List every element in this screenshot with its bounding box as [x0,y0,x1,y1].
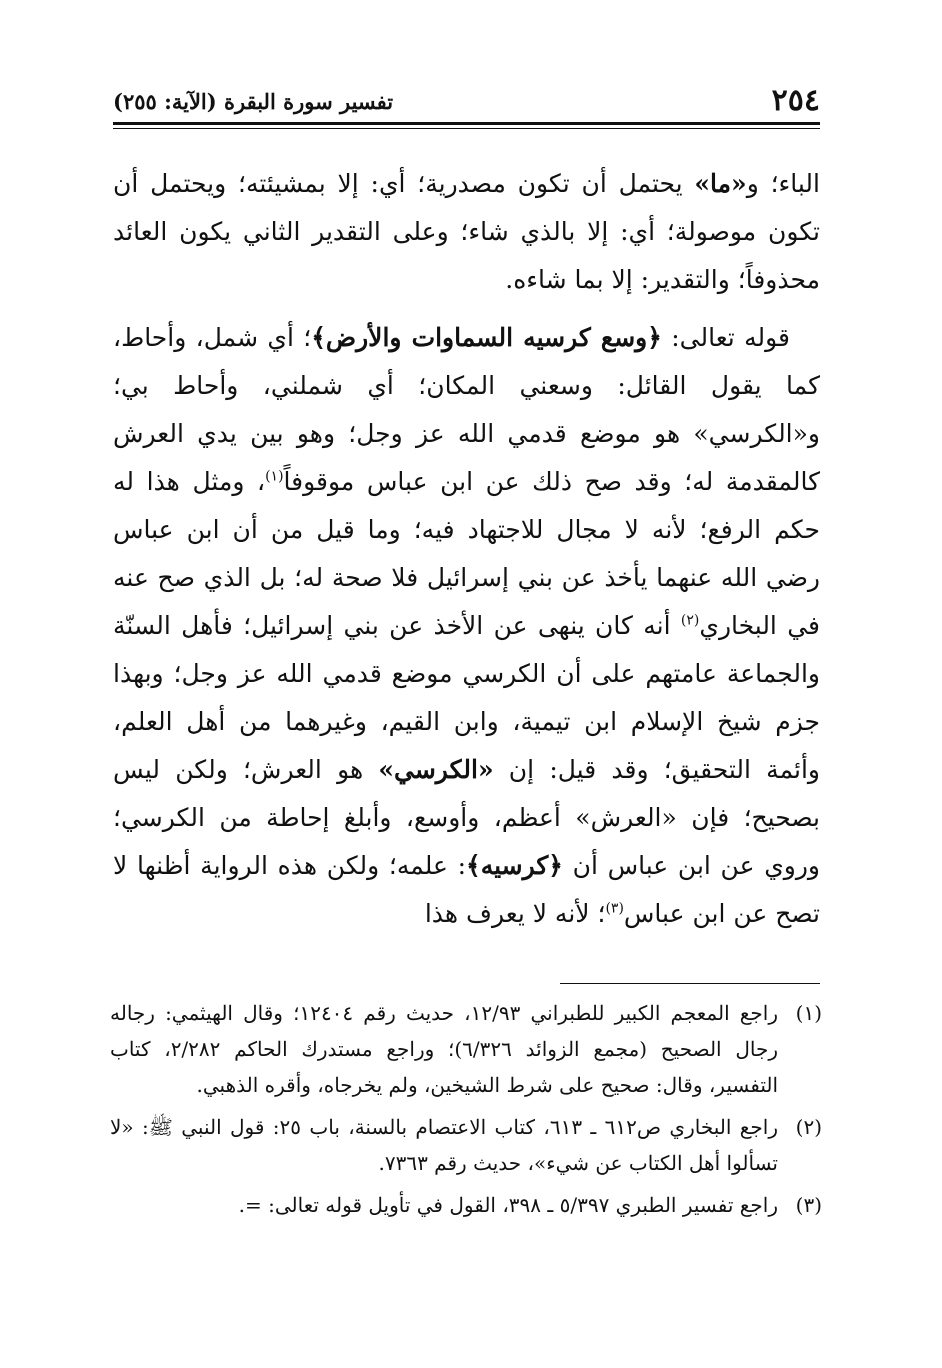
quran-verse: ﴿وسع كرسيه السماوات والأرض﴾ [311,323,662,352]
header-rule-thin [113,128,820,129]
footnote-text: راجع المعجم الكبير للطبراني ١٢/٩٣، حديث رقم ١٢٤٠٤؛ وقال الهيثمي: رجاله رجال الصحيح (مجمع الزوائد ٦/٣٢٦)؛ وراجع مستدرك الحاكم ٢/٢٨٢، كتاب التفسير، وقال: صحيح على شرط الشيخين، ولم يخرجاه، وأقره الذهبي. [110,1001,778,1097]
quran-word-kursiyyuhu: ﴿كرسيه﴾ [466,851,563,880]
text-run: ؛ أي شمل، وأحاط، كما يقول القائل: وسعني المكان؛ أي شملني، وأحاط بي؛ و«الكرسي» هو موضع قدمي الله عز وجل؛ وهو بين يدي العرش كالمقدمة له؛ وقد صح ذلك عن ابن عباس موقوفاً [113,323,820,496]
footnote-ref-3[interactable]: (٣) [605,900,624,917]
text-run: هو العرش؛ ولكن ليس بصحيح؛ فإن «العرش» أعظم، وأوسع، وأبلغ إحاطة من الكرسي؛ وروي عن ابن عباس أن [113,755,820,880]
text-run: يحتمل أن تكون مصدرية؛ أي: إلا بمشيئته؛ ويحتمل أن تكون موصولة؛ أي: إلا بالذي شاء؛ وعلى التقدير الثاني يكون العائد محذوفاً؛ والتقدير: إلا بما شاءه. [113,169,820,294]
footnote-separator [560,983,820,984]
footnote-ref-2[interactable]: (٢) [680,612,700,629]
bold-term-kursi: «الكرسي» [378,755,494,784]
footnote-number: (٢) [795,1115,822,1139]
footnote-3 [110,1187,822,1223]
paragraph-2 [113,314,820,938]
page-number: ٢٥٤ [771,83,820,118]
footnote-ref-1[interactable]: (١) [265,468,284,485]
text-run: ، ومثل هذا له حكم الرفع؛ لأنه لا مجال للاجتهاد فيه؛ وما قيل من أن ابن عباس رضي الله عنهما يأخذ عن بني إسرائيل فلا صحة له؛ بل الذي صح عنه في البخاري [113,467,820,640]
header-rule-thick [113,122,820,125]
footnote-number: (١) [795,1001,822,1025]
text-run: أنه كان ينهى عن الأخذ عن بني إسرائيل؛ فأهل السنّة والجماعة عامتهم على أن الكرسي موضع قدمي الله عز وجل؛ وبهذا جزم شيخ الإسلام ابن تيمية، وابن القيم، وغيرهما من أهل العلم، وأئمة التحقيق؛ وقد قيل: إن [113,611,821,784]
footnote-2 [110,1109,822,1181]
body-text [113,160,820,948]
page-header [113,84,820,124]
footnotes [110,995,822,1229]
text-run: : علمه؛ ولكن هذه الرواية أظنها لا تصح عن ابن عباس [113,851,820,928]
bold-term-ma: «ما» [694,169,747,198]
footnote-1 [110,995,822,1103]
text-run: قوله تعالى: [661,323,790,352]
footnote-number: (٣) [795,1193,822,1217]
text-run: ؛ لأنه لا يعرف هذا [424,899,606,928]
text-run: الباء؛ و [746,169,820,198]
running-title: تفسير سورة البقرة (الآية: ٢٥٥) [113,89,394,114]
footnote-text: راجع البخاري ص٦١٢ ـ ٦١٣، كتاب الاعتصام بالسنة، باب ٢٥: قول النبي ﷺ: «لا تسألوا أهل الكتاب عن شيء»، حديث رقم ٧٣٦٣. [110,1115,779,1175]
paragraph-1 [113,160,820,304]
footnote-text: راجع تفسير الطبري ٥/٣٩٧ ـ ٣٩٨، القول في تأويل قوله تعالى: =. [238,1193,778,1217]
